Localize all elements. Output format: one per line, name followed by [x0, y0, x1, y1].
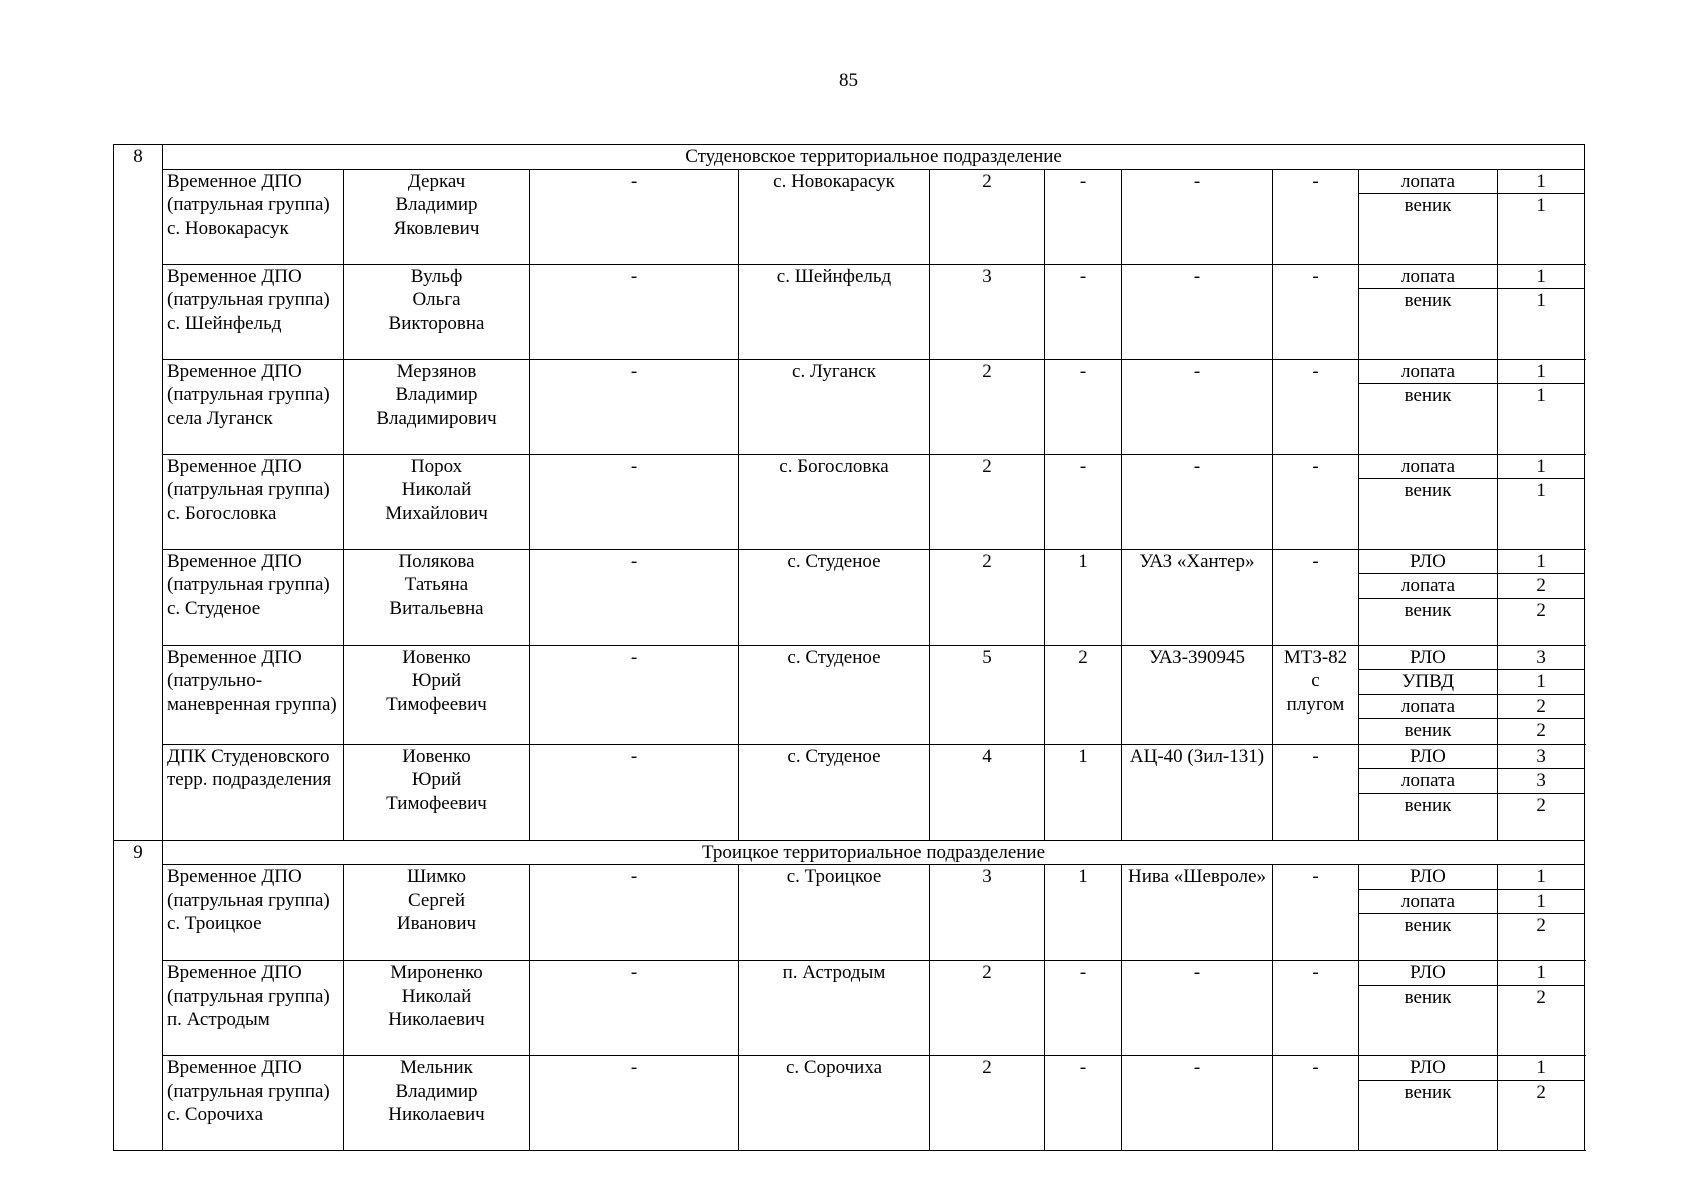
equipment-item	[1359, 289, 1584, 359]
equipment-name: веник	[1359, 194, 1498, 264]
adapted-equipment: -	[1273, 961, 1359, 1056]
location: с. Студеное	[739, 549, 930, 645]
table-row	[114, 744, 1585, 840]
equipment-qty: 2	[1498, 914, 1585, 961]
vehicle-types: -	[1122, 454, 1273, 549]
equipment-item	[1359, 170, 1584, 194]
adapted-equipment: -	[1273, 549, 1359, 645]
section-title: Троицкое территориальное подразделение	[163, 840, 1585, 865]
equipment-qty: 3	[1498, 769, 1585, 794]
equipment-item	[1359, 265, 1584, 289]
table-body	[114, 145, 1585, 1151]
people-count: 4	[930, 744, 1045, 840]
equipment-list	[1359, 1056, 1584, 1150]
vehicle-types: -	[1122, 961, 1273, 1056]
unit-name: Временное ДПО (патрульная группа) с. Шейнфельд	[163, 264, 344, 359]
vehicle-count: -	[1045, 961, 1122, 1056]
head-name: Полякова Татьяна Витальевна	[344, 549, 530, 645]
vehicle-count: -	[1045, 1056, 1122, 1151]
location: с. Луганск	[739, 359, 930, 454]
equipment-qty: 1	[1498, 961, 1585, 985]
equipment-qty: 1	[1498, 360, 1585, 384]
location: с. Шейнфельд	[739, 264, 930, 359]
vehicle-count: 1	[1045, 865, 1122, 961]
vehicle-types: АЦ-40 (Зил-131)	[1122, 744, 1273, 840]
table-row	[114, 359, 1585, 454]
equipment-item	[1359, 1056, 1584, 1080]
equipment-item	[1359, 745, 1584, 769]
col3-value: -	[530, 264, 739, 359]
unit-name: Временное ДПО (патрульная группа) с. Сорочиха	[163, 1056, 344, 1151]
equipment-qty: 1	[1498, 455, 1585, 479]
head-name: Шимко Сергей Иванович	[344, 865, 530, 961]
unit-name: Временное ДПО (патрульная группа) с. Троицкое	[163, 865, 344, 961]
equipment-qty: 1	[1498, 170, 1585, 194]
people-count: 5	[930, 645, 1045, 744]
section-header-row	[114, 145, 1585, 170]
people-count: 2	[930, 549, 1045, 645]
equipment-cell	[1359, 1056, 1585, 1151]
equipment-list	[1359, 646, 1584, 744]
unit-name: Временное ДПО (патрульная группа) п. Астродым	[163, 961, 344, 1056]
col3-value: -	[530, 1056, 739, 1151]
table-row	[114, 1056, 1585, 1151]
head-name: Иовенко Юрий Тимофеевич	[344, 744, 530, 840]
equipment-name: лопата	[1401, 455, 1456, 477]
adapted-equipment: -	[1273, 454, 1359, 549]
vehicle-count: 1	[1045, 744, 1122, 840]
head-name: Деркач Владимир Яковлевич	[344, 169, 530, 264]
equipment-item	[1359, 865, 1584, 889]
location: с. Студеное	[739, 645, 930, 744]
unit-name: Временное ДПО (патрульная группа) села Луганск	[163, 359, 344, 454]
equipment-name: лопата	[1359, 769, 1498, 794]
equipment-cell	[1359, 264, 1585, 359]
equipment-item	[1359, 719, 1584, 744]
head-name: Мельник Владимир Николаевич	[344, 1056, 530, 1151]
equipment-item	[1359, 889, 1584, 914]
equipment-item	[1359, 384, 1584, 454]
table-row	[114, 645, 1585, 744]
location: с. Студеное	[739, 744, 930, 840]
equipment-item	[1359, 769, 1584, 794]
equipment-name: веник	[1359, 598, 1498, 645]
people-count: 2	[930, 359, 1045, 454]
equipment-cell	[1359, 169, 1585, 264]
equipment-name: лопата	[1401, 265, 1456, 287]
equipment-item	[1359, 961, 1584, 985]
equipment-item	[1359, 194, 1584, 264]
section-title: Студеновское территориальное подразделение	[163, 145, 1585, 170]
vehicle-types: -	[1122, 359, 1273, 454]
location: с. Новокарасук	[739, 169, 930, 264]
col3-value: -	[530, 169, 739, 264]
unit-name: ДПК Студеновского терр. подразделения	[163, 744, 344, 840]
equipment-list	[1359, 265, 1584, 359]
people-count: 2	[930, 454, 1045, 549]
equipment-qty: 1	[1498, 670, 1585, 695]
vehicle-types: -	[1122, 1056, 1273, 1151]
equipment-qty: 1	[1498, 384, 1585, 454]
equipment-name: лопата	[1359, 694, 1498, 719]
location: п. Астродым	[739, 961, 930, 1056]
section-number: 8	[114, 145, 163, 841]
people-count: 3	[930, 865, 1045, 961]
equipment-qty: 1	[1498, 1056, 1585, 1080]
equipment-cell	[1359, 744, 1585, 840]
head-name: Порох Николай Михайлович	[344, 454, 530, 549]
vehicle-count: -	[1045, 454, 1122, 549]
people-count: 3	[930, 264, 1045, 359]
equipment-qty: 1	[1498, 265, 1585, 289]
equipment-name: РЛО	[1410, 745, 1446, 767]
col3-value: -	[530, 744, 739, 840]
people-count: 2	[930, 961, 1045, 1056]
equipment-qty: 2	[1498, 793, 1585, 840]
vehicle-types: -	[1122, 264, 1273, 359]
vehicle-count: -	[1045, 359, 1122, 454]
equipment-name: веник	[1359, 479, 1498, 549]
equipment-qty: 2	[1498, 598, 1585, 645]
equipment-name: УПВД	[1359, 670, 1498, 695]
equipment-qty: 3	[1498, 646, 1585, 670]
equipment-name: лопата	[1401, 360, 1456, 382]
equipment-item	[1359, 985, 1584, 1055]
forces-table	[113, 144, 1585, 1151]
equipment-cell	[1359, 645, 1585, 744]
adapted-equipment: -	[1273, 264, 1359, 359]
equipment-name: веник	[1359, 914, 1498, 961]
equipment-item	[1359, 793, 1584, 840]
equipment-item	[1359, 455, 1584, 479]
equipment-cell	[1359, 359, 1585, 454]
head-name: Мерзянов Владимир Владимирович	[344, 359, 530, 454]
location: с. Троицкое	[739, 865, 930, 961]
table-row	[114, 169, 1585, 264]
vehicle-count: 2	[1045, 645, 1122, 744]
equipment-qty: 2	[1498, 719, 1585, 744]
equipment-name: веник	[1359, 1080, 1498, 1150]
table-row	[114, 454, 1585, 549]
equipment-list	[1359, 455, 1584, 549]
equipment-name: РЛО	[1410, 866, 1446, 887]
equipment-item	[1359, 670, 1584, 695]
equipment-qty: 1	[1498, 289, 1585, 359]
equipment-cell	[1359, 454, 1585, 549]
equipment-item	[1359, 646, 1584, 670]
equipment-name: РЛО	[1410, 646, 1446, 668]
equipment-qty: 1	[1498, 889, 1585, 914]
location: с. Сорочиха	[739, 1056, 930, 1151]
page-number: 85	[839, 70, 858, 91]
section-header-row	[114, 840, 1585, 865]
col3-value: -	[530, 865, 739, 961]
equipment-name: лопата	[1359, 574, 1498, 599]
vehicle-types: УАЗ «Хантер»	[1122, 549, 1273, 645]
equipment-list	[1359, 745, 1584, 840]
unit-name: Временное ДПО (патрульная группа) с. Студеное	[163, 549, 344, 645]
equipment-list	[1359, 360, 1584, 454]
equipment-name: веник	[1359, 719, 1498, 744]
equipment-list	[1359, 170, 1584, 264]
equipment-name: веник	[1359, 793, 1498, 840]
vehicle-count: 1	[1045, 549, 1122, 645]
vehicle-count: -	[1045, 169, 1122, 264]
equipment-name: РЛО	[1410, 550, 1446, 572]
equipment-name: веник	[1359, 985, 1498, 1055]
table-row	[114, 264, 1585, 359]
equipment-item	[1359, 694, 1584, 719]
equipment-name: РЛО	[1410, 1057, 1446, 1078]
equipment-item	[1359, 1080, 1584, 1150]
vehicle-types: УАЗ-390945	[1122, 645, 1273, 744]
table-row	[114, 865, 1585, 961]
adapted-equipment: -	[1273, 865, 1359, 961]
equipment-cell	[1359, 865, 1585, 961]
equipment-qty: 3	[1498, 745, 1585, 769]
col3-value: -	[530, 359, 739, 454]
people-count: 2	[930, 169, 1045, 264]
col3-value: -	[530, 961, 739, 1056]
equipment-name: лопата	[1359, 889, 1498, 914]
adapted-equipment: МТЗ-82 с плугом	[1273, 645, 1359, 744]
vehicle-types: Нива «Шевроле»	[1122, 865, 1273, 961]
equipment-name: веник	[1359, 384, 1498, 454]
people-count: 2	[930, 1056, 1045, 1151]
equipment-list	[1359, 865, 1584, 960]
equipment-item	[1359, 550, 1584, 574]
equipment-name: веник	[1359, 289, 1498, 359]
equipment-list	[1359, 961, 1584, 1055]
equipment-qty: 1	[1498, 865, 1585, 889]
equipment-qty: 2	[1498, 574, 1585, 599]
equipment-item	[1359, 479, 1584, 549]
col3-value: -	[530, 645, 739, 744]
vehicle-count: -	[1045, 264, 1122, 359]
head-name: Иовенко Юрий Тимофеевич	[344, 645, 530, 744]
vehicle-types: -	[1122, 169, 1273, 264]
equipment-qty: 1	[1498, 479, 1585, 549]
equipment-name: лопата	[1401, 170, 1456, 192]
equipment-item	[1359, 598, 1584, 645]
equipment-qty: 2	[1498, 985, 1585, 1055]
head-name: Вульф Ольга Викторовна	[344, 264, 530, 359]
equipment-qty: 2	[1498, 694, 1585, 719]
equipment-item	[1359, 914, 1584, 961]
equipment-qty: 2	[1498, 1080, 1585, 1150]
col3-value: -	[530, 454, 739, 549]
unit-name: Временное ДПО (патрульная группа) с. Богословка	[163, 454, 344, 549]
head-name: Мироненко Николай Николаевич	[344, 961, 530, 1056]
equipment-list	[1359, 550, 1584, 645]
table-row	[114, 549, 1585, 645]
equipment-name: РЛО	[1410, 962, 1446, 983]
location: с. Богословка	[739, 454, 930, 549]
equipment-cell	[1359, 961, 1585, 1056]
equipment-cell	[1359, 549, 1585, 645]
adapted-equipment: -	[1273, 1056, 1359, 1151]
equipment-qty: 1	[1498, 550, 1585, 574]
unit-name: Временное ДПО (патрульно-маневренная группа)	[163, 645, 344, 744]
adapted-equipment: -	[1273, 744, 1359, 840]
equipment-item	[1359, 360, 1584, 384]
table-row	[114, 961, 1585, 1056]
section-number: 9	[114, 840, 163, 1151]
equipment-item	[1359, 574, 1584, 599]
adapted-equipment: -	[1273, 169, 1359, 264]
col3-value: -	[530, 549, 739, 645]
equipment-qty: 1	[1498, 194, 1585, 264]
adapted-equipment: -	[1273, 359, 1359, 454]
unit-name: Временное ДПО (патрульная группа) с. Новокарасук	[163, 169, 344, 264]
